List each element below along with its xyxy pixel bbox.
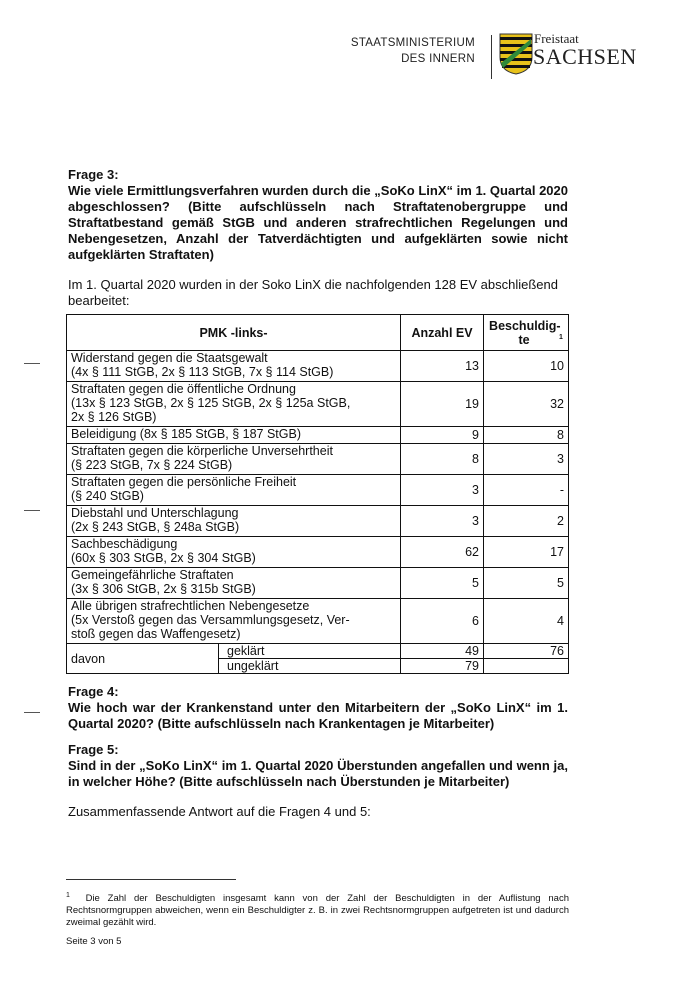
footnote-divider bbox=[66, 879, 236, 880]
table-row: Straftaten gegen die öffentliche Ordnung (13x § 123 StGB, 2x § 125 StGB, 2x § 125a StGB, 2x § 126 StGB) 19 32 bbox=[67, 382, 569, 427]
question-4-text: Wie hoch war der Krankenstand unter den Mitarbeitern der „SoKo LinX“ im 1. Quartal 2020? (Bitte aufschlüsseln nach Krankentagen je Mitarbeiter) bbox=[68, 700, 568, 731]
summary-heading: Zusammenfassende Antwort auf die Fragen 4 und 5: bbox=[68, 804, 371, 819]
table-row: Straftaten gegen die körperliche Unversehrtheit (§ 223 StGB, 7x § 224 StGB) 8 3 bbox=[67, 444, 569, 475]
question-5-label: Frage 5: bbox=[68, 742, 119, 757]
proceedings-table bbox=[66, 314, 569, 674]
table-row: Diebstahl und Unterschlagung (2x § 243 StGB, § 248a StGB) 3 2 bbox=[67, 506, 569, 537]
question-5 bbox=[68, 742, 568, 790]
margin-mark bbox=[24, 363, 40, 364]
question-4 bbox=[68, 684, 568, 732]
question-3-text: Wie viele Ermittlungsverfahren wurden durch die „SoKo LinX“ im 1. Quartal 2020 abgeschlossen? (Bitte aufschlüsseln nach Straftatenobergruppe und Straftatbestand gemäß StGB und anderen strafrechtlichen Regelungen und Nebengesetzen, Anzahl der Tatverdächtigten und aufgeklärten sowie nicht aufgeklärten Straftaten) bbox=[68, 183, 568, 262]
header-pmk: PMK -links- bbox=[67, 315, 401, 351]
table-row-geklaert: davon geklärt 49 76 bbox=[67, 644, 569, 659]
header-beschuldigte: Beschuldig-te $^1$ bbox=[484, 315, 569, 351]
brand-freistaat: Freistaat bbox=[534, 31, 579, 46]
margin-mark bbox=[24, 510, 40, 511]
table-row: Alle übrigen strafrechtlichen Nebengesetze (5x Verstoß gegen das Versammlungsgesetz, Ver- stoß gegen das Waffengesetz) 6 4 bbox=[67, 599, 569, 644]
margin-mark bbox=[24, 712, 40, 713]
table-row-ungeklaert: ungeklärt 79 bbox=[67, 659, 569, 674]
page-number: Seite 3 von 5 bbox=[66, 936, 122, 947]
brand-sachsen: SACHSEN bbox=[533, 44, 637, 69]
question-3-label: Frage 3: bbox=[68, 167, 119, 182]
question-3 bbox=[68, 167, 568, 263]
header-anzahl-ev: Anzahl EV bbox=[401, 315, 484, 351]
footnote: $^1$ Die Zahl der Beschuldigten insgesamt kann von der Zahl der Beschuldigten in der Auflistung nach Rechtsnormgruppen abweichen, wenn ein Beschuldigter z. B. in zwei Rechtsnormgruppen aufgetreten ist und dadurch zweimal gezählt wird. bbox=[66, 892, 570, 929]
question-4-label: Frage 4: bbox=[68, 684, 119, 699]
table-row: Straftaten gegen die persönliche Freiheit (§ 240 StGB) 3 - bbox=[67, 475, 569, 506]
saxony-coat-of-arms-icon bbox=[499, 33, 533, 75]
table-row: Gemeingefährliche Straftaten (3x § 306 StGB, 2x § 315b StGB) 5 5 bbox=[67, 568, 569, 599]
question-5-text: Sind in der „SoKo LinX“ im 1. Quartal 2020 Überstunden angefallen und wenn ja, in welcher Höhe? (Bitte aufschlüsseln nach Überstunden je Mitarbeiter) bbox=[68, 758, 568, 789]
table-row: Widerstand gegen die Staatsgewalt (4x § 111 StGB, 2x § 113 StGB, 7x § 114 StGB) 13 10 bbox=[67, 351, 569, 382]
ministry-name: STAATSMINISTERIUM DES INNERN bbox=[350, 37, 475, 65]
davon-label: davon bbox=[67, 644, 219, 674]
table-row: Beleidigung (8x § 185 StGB, § 187 StGB) 9 8 bbox=[67, 427, 569, 444]
table-row: Sachbeschädigung (60x § 303 StGB, 2x § 304 StGB) 62 17 bbox=[67, 537, 569, 568]
question-3-answer: Im 1. Quartal 2020 wurden in der Soko LinX die nachfolgenden 128 EV abschließend bearbeitet: bbox=[68, 277, 558, 308]
header-divider bbox=[491, 35, 492, 79]
table-header-row bbox=[67, 315, 569, 351]
